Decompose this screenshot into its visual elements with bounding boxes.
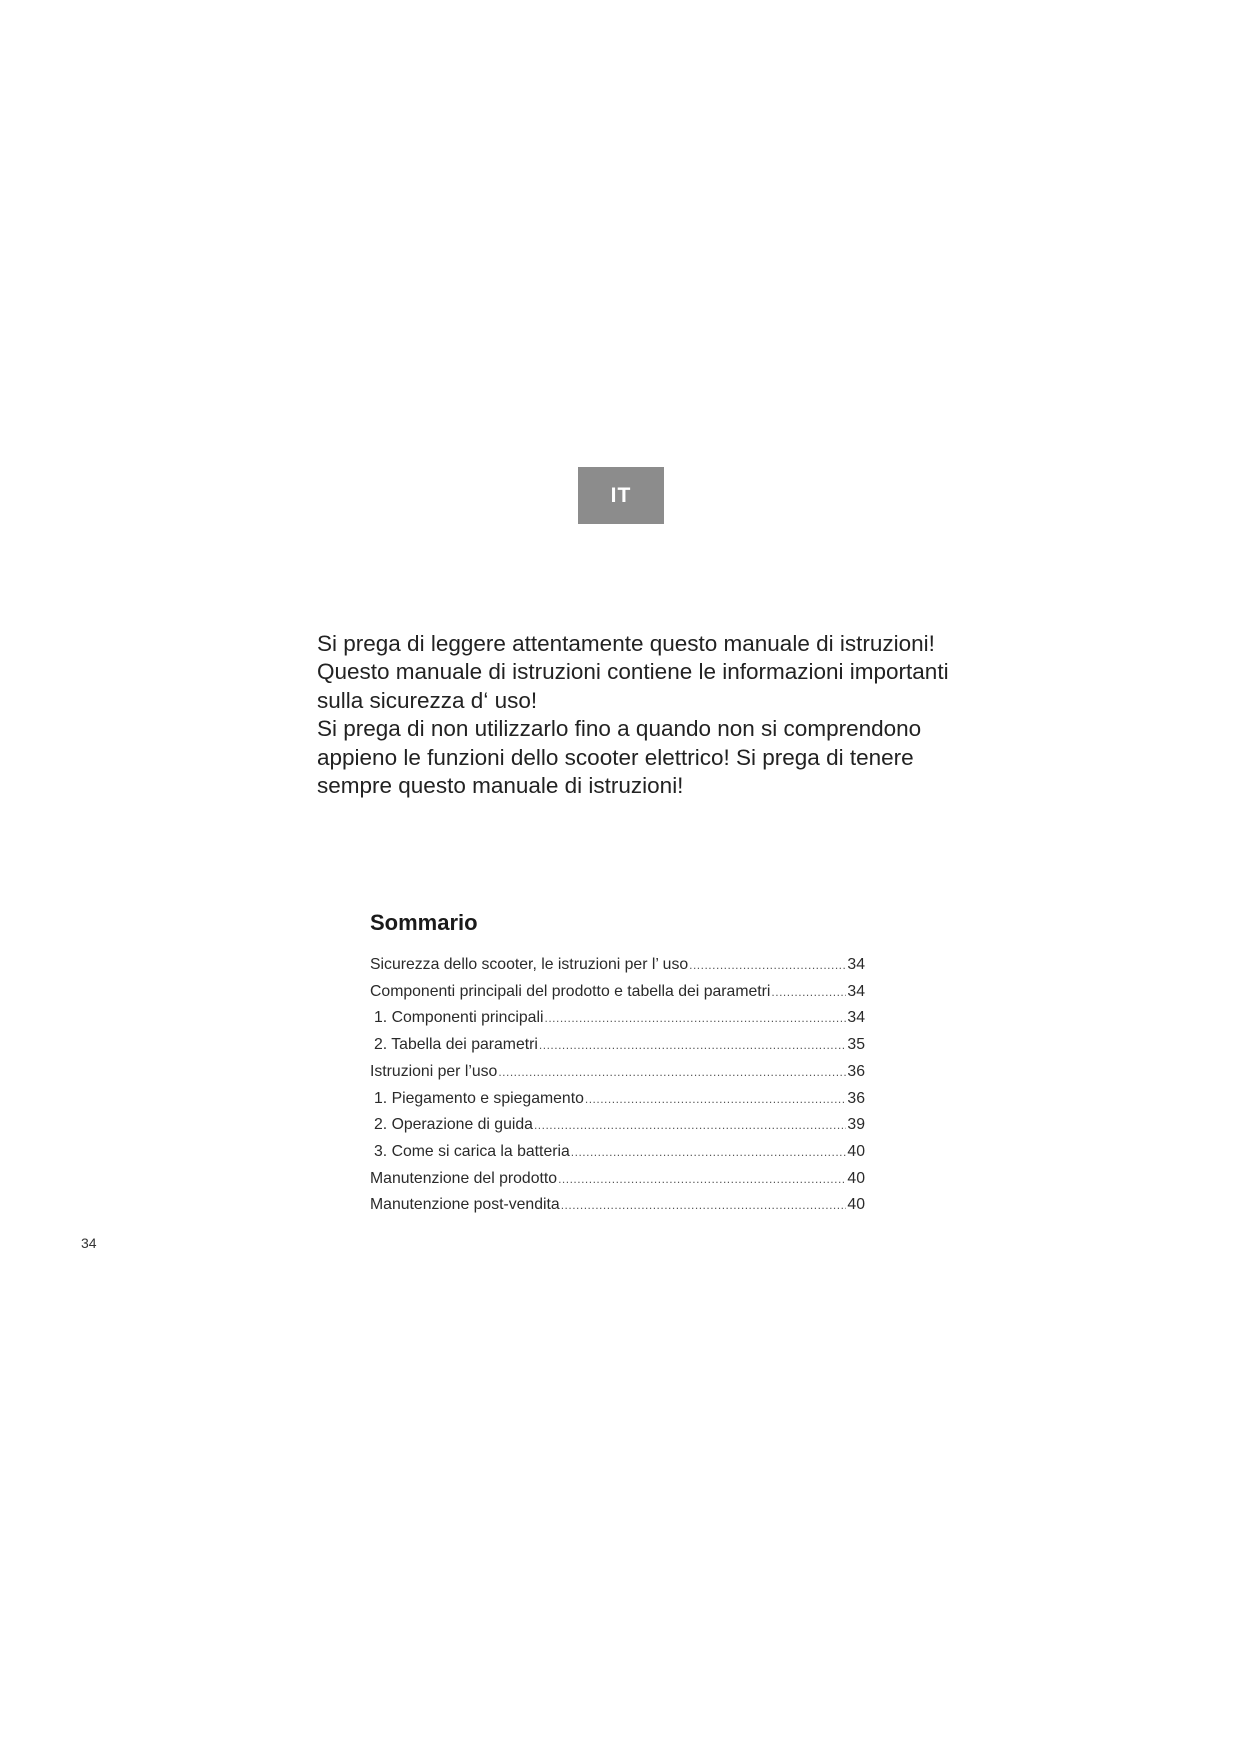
intro-line: Questo manuale di istruzioni contiene le informazioni importanti (317, 659, 949, 685)
intro-line: appieno le funzioni dello scooter elettrico! Si prega di tenere (317, 744, 914, 770)
toc-entry-label: 2. Operazione di guida (374, 1116, 533, 1134)
toc-leader-dots (539, 1032, 847, 1059)
toc-entry[interactable] (370, 1192, 865, 1219)
toc-entry-page: 34 (847, 982, 865, 1000)
toc-entry-label: 1. Piegamento e spiegamento (374, 1089, 584, 1107)
toc-entry-page: 36 (847, 1062, 865, 1080)
toc-leader-dots (544, 1005, 846, 1032)
toc-entry-page: 35 (847, 1036, 865, 1054)
toc-entry-label: Sicurezza dello scooter, le istruzioni per l’ uso (370, 956, 689, 973)
toc-entry[interactable] (370, 979, 865, 1006)
toc-entry[interactable] (370, 1005, 865, 1032)
intro-line: Si prega di leggere attentamente questo manuale di istruzioni! (317, 631, 935, 656)
toc-leader-dots (498, 1059, 846, 1086)
toc-leader-dots (689, 952, 846, 979)
toc-entry-page: 40 (847, 1142, 865, 1160)
toc-entry[interactable] (370, 1059, 865, 1086)
toc-entry-label: Manutenzione post-vendita (370, 1196, 560, 1214)
intro-line: sempre questo manuale di istruzioni! (317, 773, 684, 799)
toc-entry-page: 36 (847, 1089, 865, 1107)
toc-entry[interactable] (370, 1086, 865, 1113)
toc-entry-label: 1. Componenti principali (374, 1009, 544, 1027)
toc-entry-label: Manutenzione del prodotto (370, 1169, 558, 1187)
toc-entry-label: 3. Come si carica la batteria (374, 1142, 570, 1160)
toc-entry-label: Componenti principali del prodotto e tabella dei parametri (370, 982, 771, 1000)
toc-leader-dots (771, 979, 846, 1006)
toc-entry-page: 40 (847, 1196, 865, 1214)
toc-list (370, 952, 865, 1219)
toc-entry[interactable] (370, 1032, 865, 1059)
toc-leader-dots (534, 1112, 846, 1139)
toc-entry-page: 34 (847, 956, 865, 973)
page-number: 34 (81, 1235, 97, 1251)
toc-entry[interactable] (370, 1166, 865, 1193)
table-of-contents (370, 908, 865, 1219)
toc-entry[interactable] (370, 1139, 865, 1166)
toc-entry[interactable] (370, 952, 865, 979)
toc-entry-label: 2. Tabella dei parametri (374, 1036, 538, 1054)
toc-leader-dots (571, 1139, 847, 1166)
toc-leader-dots (558, 1166, 846, 1193)
toc-leader-dots (561, 1192, 847, 1219)
toc-entry[interactable] (370, 1112, 865, 1139)
toc-entry-page: 39 (847, 1116, 865, 1134)
intro-line: sulla sicurezza d‘ uso! (317, 687, 538, 713)
toc-entry-label: Istruzioni per l’uso (370, 1062, 498, 1080)
intro-paragraph (317, 630, 1017, 800)
intro-line: Si prega di non utilizzarlo fino a quando non si comprendono (317, 716, 922, 742)
toc-entry-page: 40 (847, 1169, 865, 1187)
toc-entry-page: 34 (847, 1009, 865, 1027)
toc-title: Sommario (370, 910, 478, 935)
language-badge: IT (578, 467, 664, 524)
toc-leader-dots (585, 1086, 847, 1113)
